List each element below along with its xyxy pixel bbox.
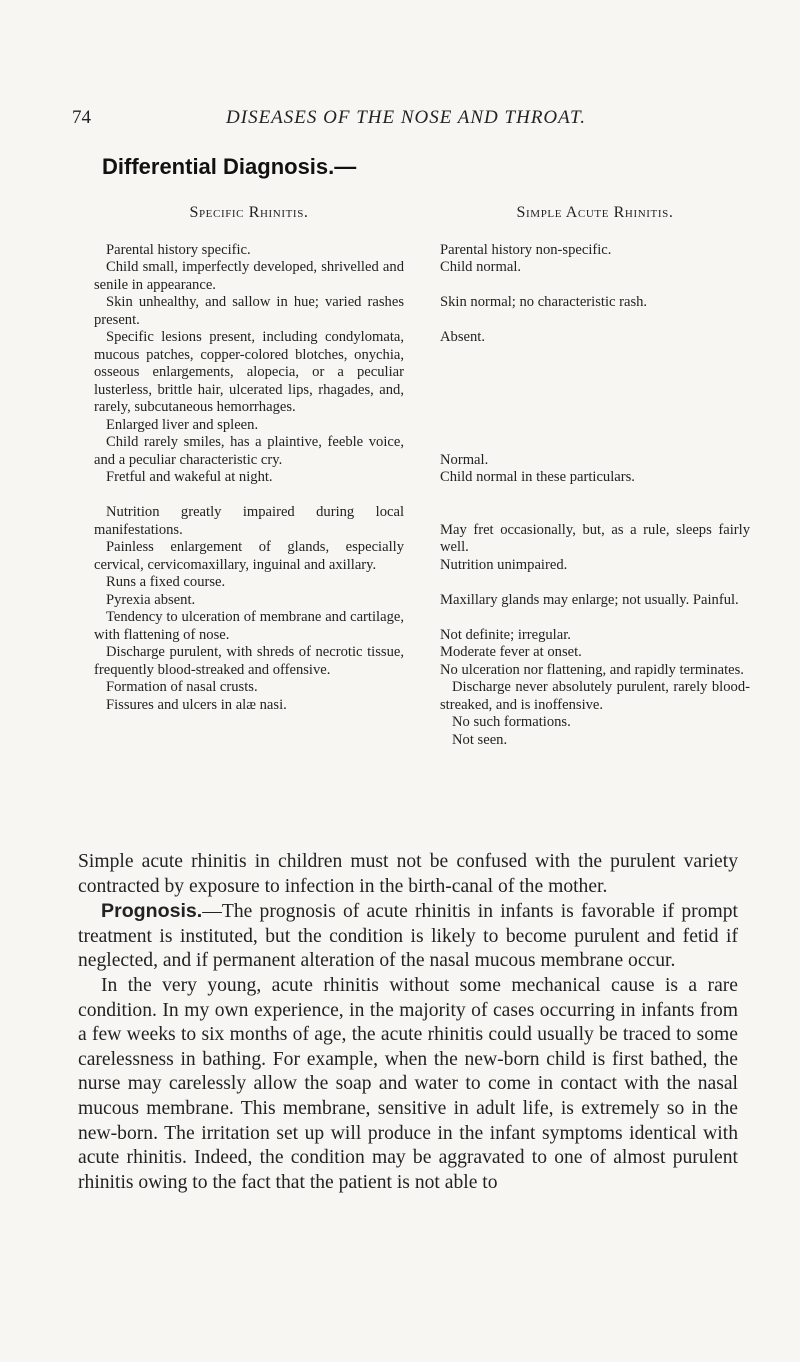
list-item: Absent. (440, 329, 485, 345)
list-item: Child rarely smiles, has a plaintive, feeble voice, and a peculiar characteristic cry. (94, 434, 404, 468)
list-item: Pyrexia absent. (106, 591, 196, 608)
list-item: Normal. (440, 451, 489, 468)
list-item: Moderate fever at onset. (440, 644, 582, 660)
list-item: Fissures and ulcers in alæ nasi. (106, 696, 287, 713)
list-item: Skin normal; no characteristic rash. (440, 294, 648, 310)
list-item: No such formations. (452, 714, 571, 730)
list-item: Skin unhealthy, and sallow in hue; varied rashes present. (94, 294, 404, 328)
list-item: Fretful and wakeful at night. (106, 469, 273, 485)
list-item: Painless enlargement of glands, especially cervical, cervicomaxillary, inguinal and axillary. (94, 539, 404, 573)
list-item: Discharge never absolutely purulent, rarely blood-streaked, and is inoffensive. (440, 679, 750, 713)
column-heading: Specific Rhinitis. (189, 204, 309, 221)
list-item: Maxillary glands may enlarge; not usually. Painful. (440, 591, 739, 608)
running-title: DISEASES OF THE NOSE AND THROAT. (226, 107, 586, 128)
list-item: Child normal in these particulars. (440, 469, 635, 485)
simple-acute-rhinitis-column (440, 204, 750, 749)
list-item: Runs a fixed course. (106, 574, 226, 590)
prognosis-paragraph (78, 899, 738, 974)
list-item: Not definite; irregular. (440, 626, 571, 643)
section-heading: Differential Diagnosis.— (102, 154, 357, 179)
list-item: Nutrition unimpaired. (440, 556, 568, 573)
list-item: Parental history specific. (106, 241, 251, 258)
list-item: Child small, imperfectly developed, shrivelled and senile in appearance. (94, 259, 404, 293)
list-item: Formation of nasal crusts. (106, 679, 258, 695)
page-header (72, 107, 740, 131)
paragraph: Simple acute rhinitis in children must not be confused with the purulent variety contracted by exposure to infection in the birth-canal of the mother. (78, 851, 738, 897)
list-item: Nutrition greatly impaired during local manifestations. (94, 504, 404, 538)
list-item: Discharge purulent, with shreds of necrotic tissue, frequently blood-streaked and offensive. (94, 644, 404, 678)
page-number: 74 (72, 107, 91, 128)
list-item: Child normal. (440, 259, 522, 275)
list-item: No ulceration nor flattening, and rapidly terminates. (440, 661, 744, 678)
body-text (78, 850, 738, 1195)
list-item: Tendency to ulceration of membrane and cartilage, with flattening of nose. (94, 609, 404, 643)
prognosis-text: —The prognosis of acute rhinitis in infants is favorable if prompt treatment is instituted, but the condition is likely to become purulent and fetid if neglected, and if permanent alteration of the nasal mucous membrane occur. (78, 901, 738, 972)
list-item: Not seen. (452, 731, 508, 748)
prognosis-heading: Prognosis. (101, 900, 203, 923)
paragraph: In the very young, acute rhinitis without some mechanical cause is a rare condition. In my own experience, in the majority of cases occurring in infants from a few weeks to six months of age, the acute rhinitis could usually be traced to some carelessness in bathing. For example, when the new-born child is first bathed, the nurse may carelessly allow the soap and water to come in contact with the nasal mucous membrane. This membrane, sensitive in adult life, is extremely so in the new-born. The irritation set up will produce in the infant symptoms identical with acute rhinitis. Indeed, the condition may be aggravated to one of almost purulent rhinitis owing to the fact that the patient is not able to (78, 974, 738, 1193)
specific-rhinitis-column (94, 204, 404, 714)
list-item: Parental history non-specific. (440, 241, 612, 258)
column-heading: Simple Acute Rhinitis. (516, 204, 674, 221)
list-item: Enlarged liver and spleen. (106, 416, 259, 433)
list-item: May fret occasionally, but, as a rule, sleeps fairly well. (440, 521, 750, 555)
list-item: Specific lesions present, including condylomata, mucous patches, copper-colored blotches, onychia, osseous enlargements, alopecia, or a peculiar lusterless, brittle hair, ulcerated lips, rhagades, and, rarely, subcutaneous hemorrhages. (94, 329, 404, 415)
